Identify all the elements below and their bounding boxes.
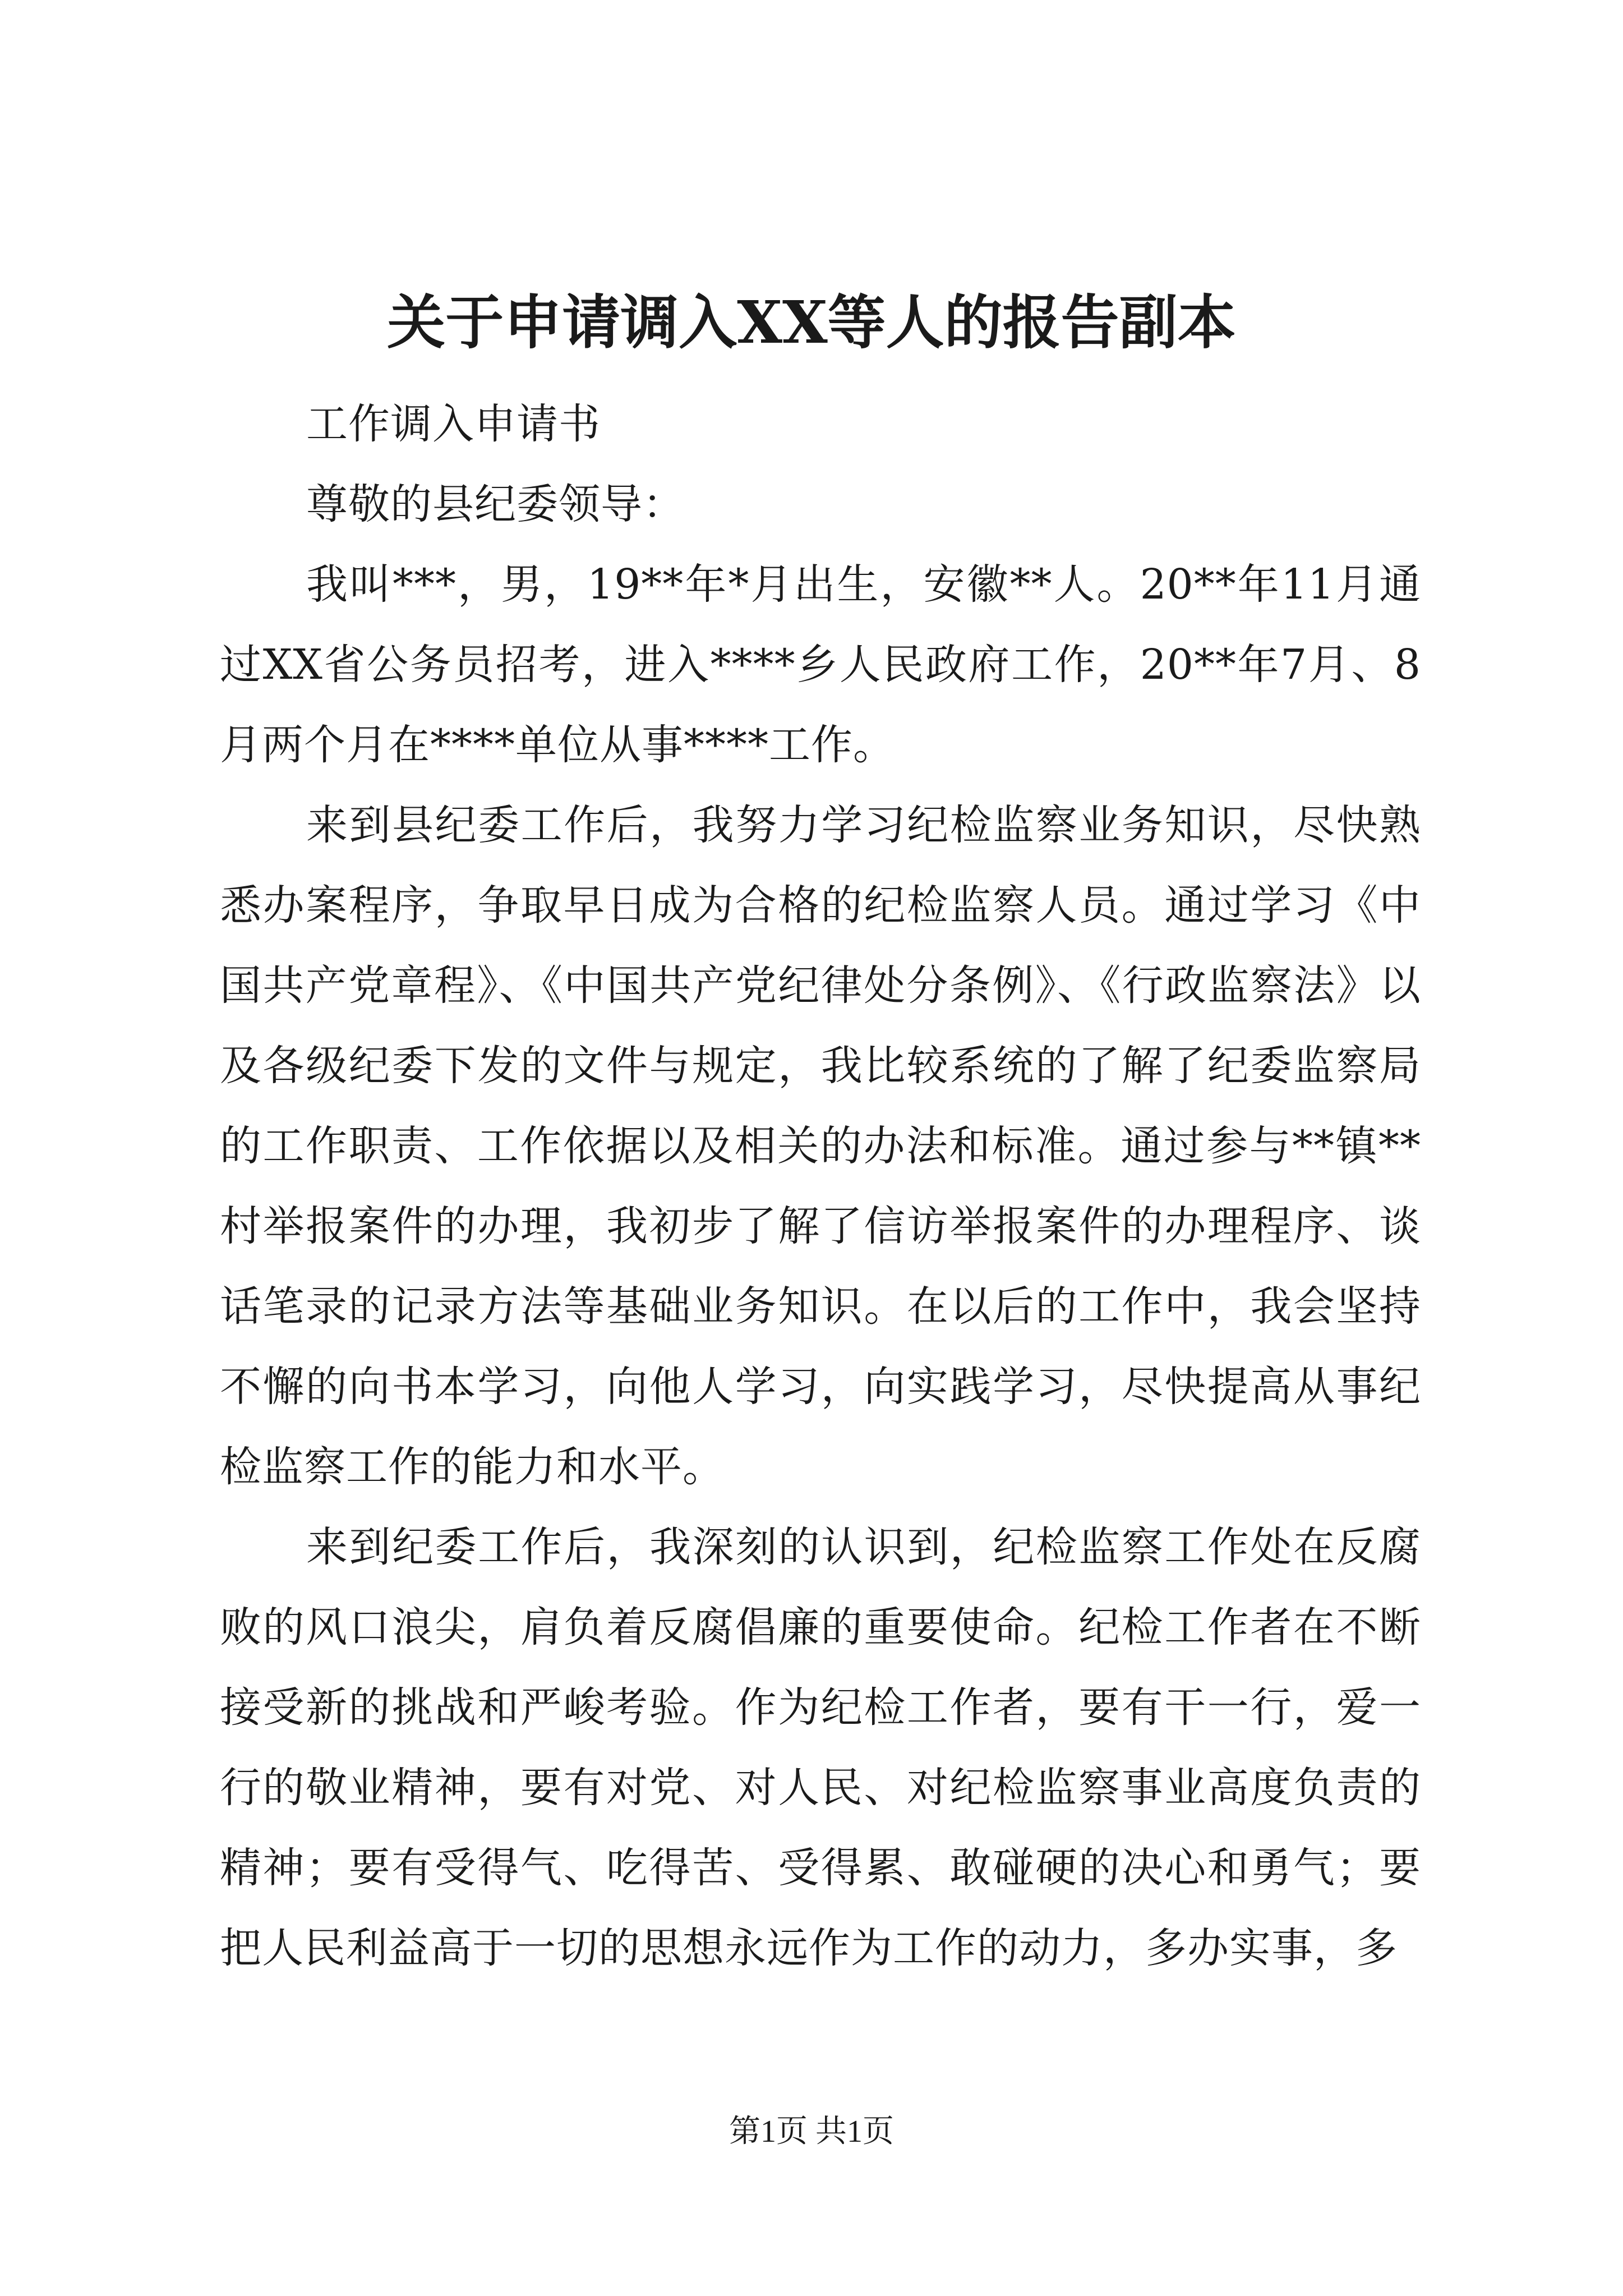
document-body	[220, 384, 1421, 1989]
page-number-footer: 第1页 共1页	[729, 2114, 894, 2149]
document-title: 关于申请调入XX等人的报告副本	[387, 288, 1236, 357]
paragraph-understanding: 来到纪委工作后，我深刻的认识到，纪检监察工作处在反腐败的风口浪尖，肩负着反腐倡廉的重要使命。纪检工作者在不断接受新的挑战和严峻考验。作为纪检工作者，要有干一行，爱一行的敬业精神，要有对党、对人民、对纪检监察事业高度负责的精神；要有受得气、吃得苦、受得累、敢碰硬的决心和勇气；要把人民利益高于一切的思想永远作为工作的动力，多办实事，多	[220, 1523, 1421, 1972]
paragraph-study: 来到县纪委工作后，我努力学习纪检监察业务知识，尽快熟悉办案程序，争取早日成为合格的纪检监察人员。通过学习《中国共产党章程》、《中国共产党纪律处分条例》、《行政监察法》以及各级纪委下发的文件与规定，我比较系统的了解了纪委监察局的工作职责、工作依据以及相关的办法和标准。通过参与**镇**村举报案件的办理，我初步了解了信访举报案件的办理程序、谈话笔录的记录方法等基础业务知识。在以后的工作中，我会坚持不懈的向书本学习，向他人学习，向实践学习，尽快提高从事纪检监察工作的能力和水平。	[220, 801, 1421, 1491]
paragraph-intro: 我叫***，男，19**年*月出生，安徽**人。20**年11月通过XX省公务员招考，进入****乡人民政府工作，20**年7月、8月两个月在****单位从事****工作。	[220, 560, 1421, 769]
paragraph-heading: 工作调入申请书	[306, 400, 601, 448]
paragraph-salutation: 尊敬的县纪委领导：	[306, 480, 685, 528]
